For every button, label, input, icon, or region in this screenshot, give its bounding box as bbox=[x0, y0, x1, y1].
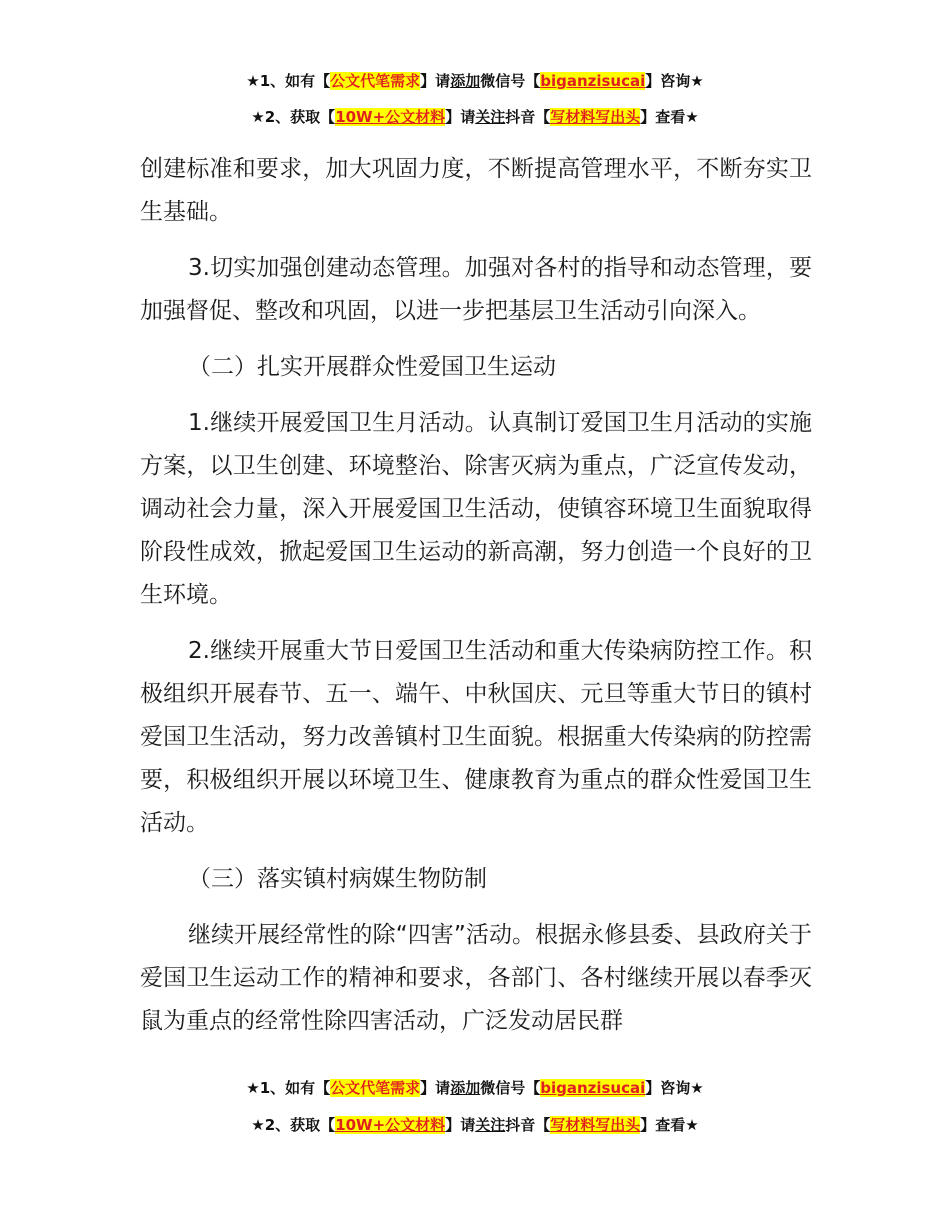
banner-text: 】请 bbox=[420, 72, 451, 90]
paragraph: 继续开展经常性的除“四害”活动。根据永修县委、县政府关于爱国卫生运动工作的精神和要求，各部门、各村继续开展以春季灭鼠为重点的经常性除四害活动，广泛发动居民群 bbox=[140, 922, 812, 1034]
banner-underline: 添加 bbox=[450, 72, 481, 90]
header-banner-line-2 bbox=[0, 107, 950, 127]
banner-highlight: 10W+公文材料 bbox=[335, 108, 446, 126]
banner-text: ★1、如有【 bbox=[246, 1079, 331, 1097]
banner-text: 】查看★ bbox=[640, 1116, 699, 1134]
banner-text: ★2、获取【 bbox=[251, 1116, 336, 1134]
section-heading: （三）落实镇村病媒生物防制 bbox=[188, 866, 487, 892]
paragraph: 1.继续开展爱国卫生月活动。认真制订爱国卫生月活动的实施方案，以卫生创建、环境整治、除害灭病为重点，广泛宣传发动，调动社会力量，深入开展爱国卫生活动，使镇容环境卫生面貌取得阶段性成效，掀起爱国卫生运动的新高潮，努力创造一个良好的卫生环境。 bbox=[140, 410, 812, 608]
banner-underline: 关注 bbox=[475, 108, 506, 126]
banner-highlight: 公文代笔需求 bbox=[330, 72, 421, 90]
footer-banner-line-2 bbox=[0, 1115, 950, 1135]
banner-highlight: 公文代笔需求 bbox=[330, 1079, 421, 1097]
banner-highlight: 10W+公文材料 bbox=[335, 1116, 446, 1134]
banner-text: ★2、获取【 bbox=[251, 108, 336, 126]
banner-text: 抖音【 bbox=[505, 108, 551, 126]
banner-text: 微信号【 bbox=[480, 1079, 541, 1097]
section-heading: （二）扎实开展群众性爱国卫生运动 bbox=[188, 354, 556, 380]
douyin-highlight: 写材料写出头 bbox=[550, 108, 641, 126]
banner-text: 微信号【 bbox=[480, 72, 541, 90]
banner-text: 抖音【 bbox=[505, 1116, 551, 1134]
header-banner-line-1 bbox=[0, 71, 950, 91]
banner-text: 】咨询★ bbox=[645, 72, 704, 90]
banner-text: ★1、如有【 bbox=[246, 72, 331, 90]
document-body bbox=[140, 148, 812, 1056]
banner-underline: 关注 bbox=[475, 1116, 506, 1134]
banner-text: 】请 bbox=[420, 1079, 451, 1097]
paragraph: 创建标准和要求，加大巩固力度，不断提高管理水平，不断夯实卫生基础。 bbox=[140, 156, 812, 225]
wechat-id-highlight: biganzisucai bbox=[540, 72, 646, 90]
banner-underline: 添加 bbox=[450, 1079, 481, 1097]
paragraph: 2.继续开展重大节日爱国卫生活动和重大传染病防控工作。积极组织开展春节、五一、端午、中秋国庆、元旦等重大节日的镇村爱国卫生活动，努力改善镇村卫生面貌。根据重大传染病的防控需要，积极组织开展以环境卫生、健康教育为重点的群众性爱国卫生活动。 bbox=[140, 638, 812, 836]
banner-text: 】查看★ bbox=[640, 108, 699, 126]
paragraph: 3.切实加强创建动态管理。加强对各村的指导和动态管理，要加强督促、整改和巩固，以进一步把基层卫生活动引向深入。 bbox=[140, 255, 812, 324]
footer-banner-line-1 bbox=[0, 1078, 950, 1098]
wechat-id-highlight: biganzisucai bbox=[540, 1079, 646, 1097]
banner-text: 】请 bbox=[445, 108, 476, 126]
banner-text: 】咨询★ bbox=[645, 1079, 704, 1097]
douyin-highlight: 写材料写出头 bbox=[550, 1116, 641, 1134]
banner-text: 】请 bbox=[445, 1116, 476, 1134]
